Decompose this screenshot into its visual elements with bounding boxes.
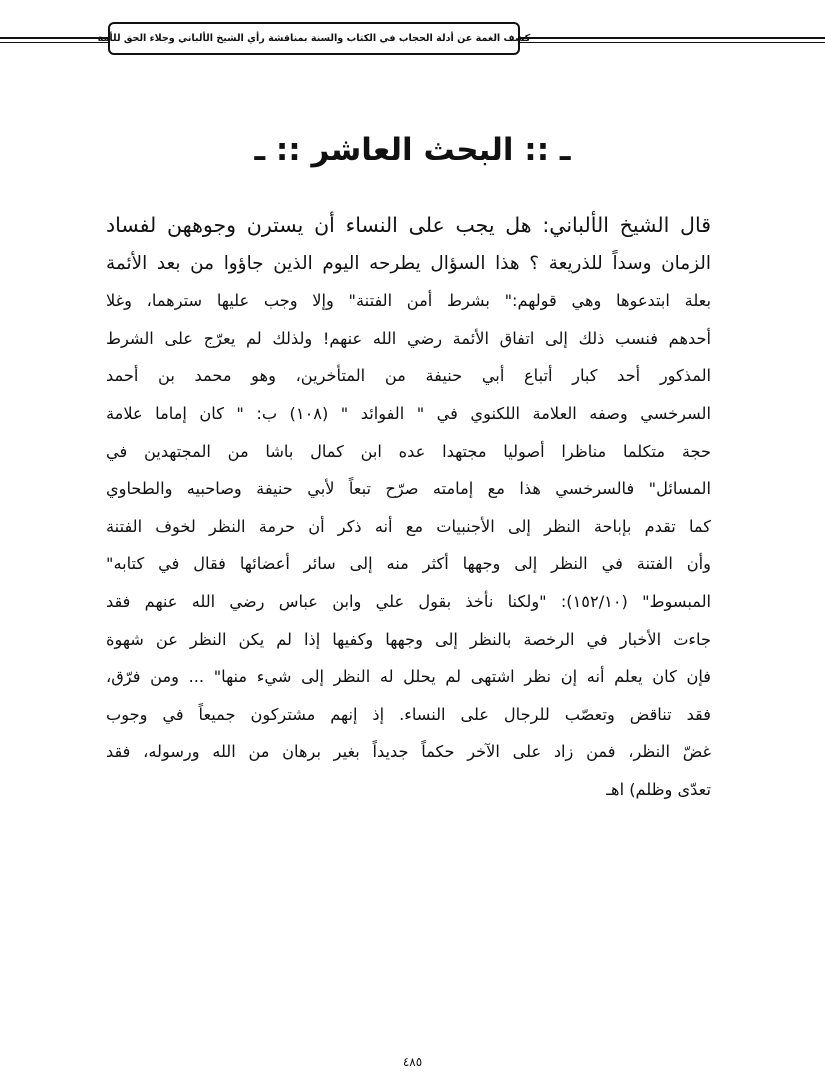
body-line: غضّ النظر، فمن زاد على الآخر حكماً جديداً بغير برهان من الله ورسوله، فقد (106, 742, 711, 762)
running-header-text: كشف الغمة عن أدلة الحجاب في الكتاب والسنة بمناقشة رأي الشيخ الألباني وجلاء الحق للأمة (97, 33, 531, 44)
body-line: السرخسي وصفه العلامة اللكنوي في " الفوائد " (١٠٨) ب: " كان إماما علامة (106, 403, 711, 423)
body-line: تعدّى وظلم) اهـ (606, 779, 711, 799)
body-line: وأن الفتنة في النظر إلى وجهها أكثر منه إلى سائر أعضائها فقال في كتابه" (106, 554, 711, 574)
header-rule-left (0, 37, 108, 39)
body-text (106, 207, 711, 809)
header-rule-left-thin (0, 42, 108, 43)
body-line: الزمان وسداً للذريعة ؟ هذا السؤال يطرحه اليوم الذين جاؤوا من بعد الأئمة (106, 252, 711, 274)
body-line: حجة متكلما مناظرا أصوليا مجتهدا عده ابن كمال باشا من المجتهدين في (106, 441, 711, 461)
running-header-box (97, 22, 531, 55)
header-rule-right (520, 37, 825, 39)
body-line: المذكور أحد كبار أتباع أبي حنيفة من المتأخرين، وهو محمد بن أحمد (106, 366, 711, 386)
body-line: المبسوط" (١٥٢/١٠): "ولكنا نأخذ بقول علي وابن عباس رضي الله عنهم فقد (106, 591, 712, 611)
body-line: أحدهم فنسب ذلك إلى اتفاق الأئمة رضي الله عنهم! ولذلك لم يعرّج على الشرط (106, 328, 711, 348)
page-number: ٤٨٥ (402, 1055, 423, 1069)
body-line: جاءت الأخبار في الرخصة بالنظر إلى وجهها وكفيها إذا لم يكن النظر عن شهوة (106, 629, 711, 649)
body-line: بعلة ابتدعوها وهي قولهم:" بشرط أمن الفتنة" وإلا وجب عليها سترهما، وغلا (106, 291, 711, 311)
body-line: كما تقدم بإباحة النظر إلى الأجنبيات مع أنه ذكر أن حرمة النظر لخوف الفتنة (106, 516, 711, 536)
body-line: المسائل" فالسرخسي هذا مع إمامته صرّح تبعاً لأبي حنيفة وصاحبيه والطحاوي (106, 479, 711, 499)
section-title: ـ :: البحث العاشر :: ـ (254, 132, 571, 168)
body-line: قال الشيخ الألباني: هل يجب على النساء أن يسترن وجوههن لفساد (106, 213, 711, 237)
header-rule-right-thin (520, 42, 825, 43)
body-line: فإن كان يعلم أنه إن نظر اشتهى لم يحلل له النظر إلى شيء منها" ... ومن فرّق، (106, 667, 711, 687)
body-line: فقد تناقض وتعصّب للرجال على النساء. إذ إنهم مشتركون جميعاً في وجوب (106, 704, 711, 724)
